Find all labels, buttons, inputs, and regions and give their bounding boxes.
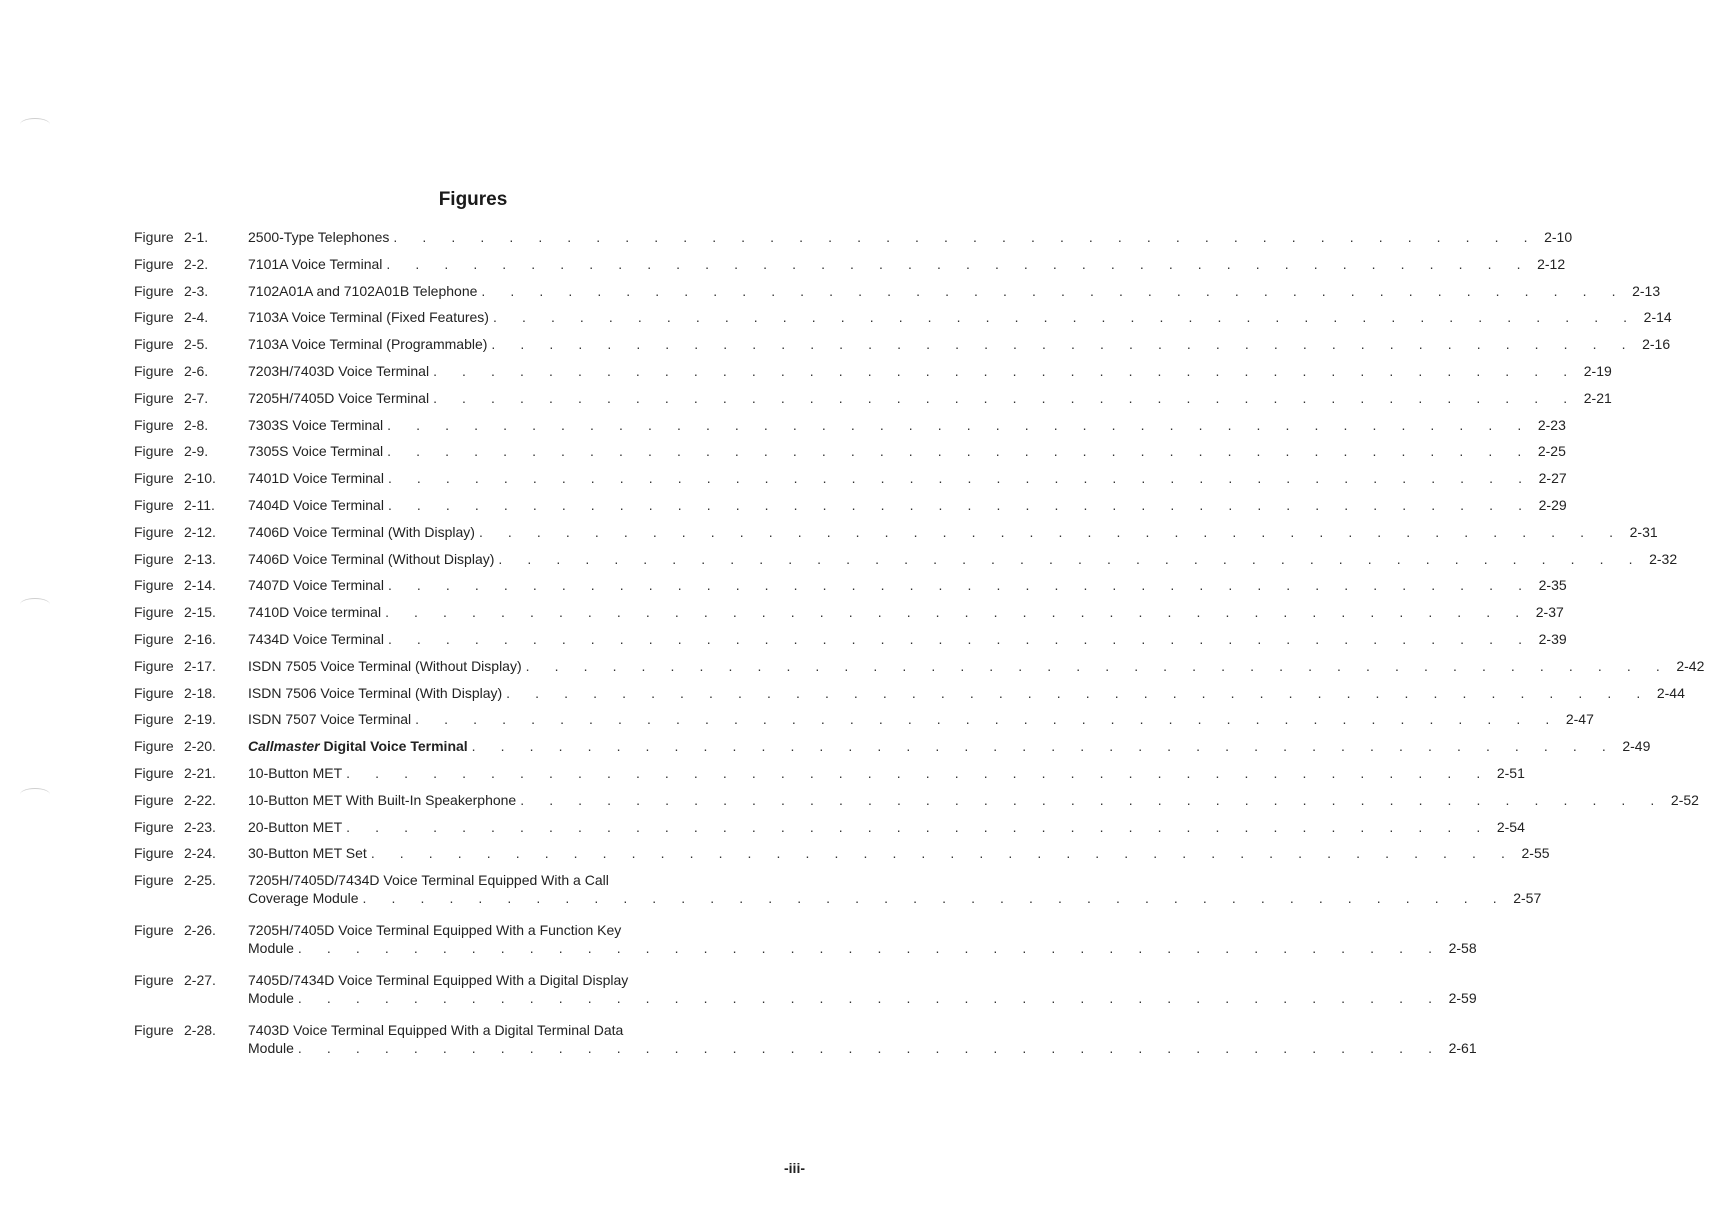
dot-leader: . . . . . . . . . . . . . . . . . . . . . . . . . . . . . . . . . . . . . . . .: [520, 791, 1665, 808]
figure-number: 2-24.: [184, 845, 216, 862]
dot-leader: . . . . . . . . . . . . . . . . . . . . . . . . . . . . . . . . . . . . . . . .: [297, 1040, 1443, 1057]
figure-number: 2-11.: [184, 496, 215, 513]
figure-number: 2-13.: [184, 550, 216, 567]
figure-entry[interactable]: [134, 442, 1566, 469]
dot-leader: . . . . . . . . . . . . . . . . . . . . . . . . . . . . . . . . . . . . . . . .: [393, 229, 1539, 245]
dot-leader: . . . . . . . . . . . . . . . . . . . . . . . . . . . . . . . . . . . . . . . .: [415, 711, 1560, 728]
figure-title: 7305S Voice Terminal: [248, 443, 384, 460]
figure-word: Figure: [134, 336, 174, 353]
figure-label: [134, 871, 248, 889]
figure-entry[interactable]: [134, 684, 1685, 711]
figure-entry[interactable]: [134, 818, 1525, 845]
figure-label: [134, 469, 248, 487]
dot-leader: . . . . . . . . . . . . . . . . . . . . . . . . . . . . . . . . . . . . . . . .: [385, 604, 1530, 621]
figure-word: Figure: [134, 416, 174, 433]
figure-title: 7434D Voice Terminal: [248, 630, 384, 647]
page-reference: 2-44: [1656, 684, 1685, 701]
dot-leader: . . . . . . . . . . . . . . . . . . . . . . . . . . . . . . . . . . . . . . . .: [386, 255, 1532, 272]
figure-word: Figure: [134, 845, 174, 862]
figure-title-rest: Digital Voice Terminal: [319, 738, 468, 755]
page-reference: 2-61: [1448, 1040, 1477, 1057]
figure-word: Figure: [134, 791, 174, 808]
figure-label: [134, 255, 248, 273]
figure-word: Figure: [134, 630, 174, 647]
figure-title: 2500-Type Telephones: [248, 229, 390, 245]
figure-word: Figure: [134, 496, 174, 513]
figure-entry[interactable]: [134, 844, 1550, 871]
dot-leader: . . . . . . . . . . . . . . . . . . . . . . . . . . . . . . . . . . . . . . . .: [506, 684, 1651, 701]
figure-title: 7401D Voice Terminal: [248, 470, 384, 487]
figure-title: 7102A01A and 7102A01B Telephone: [248, 282, 478, 299]
figure-number: 2-2.: [184, 255, 209, 272]
figure-label: [134, 921, 248, 939]
figure-title: 10-Button MET With Built-In Speakerphone: [248, 791, 517, 808]
figure-label: [134, 442, 248, 460]
figure-entry[interactable]: [134, 921, 1477, 969]
figure-entry[interactable]: [134, 1021, 1477, 1069]
figure-entry[interactable]: [134, 416, 1566, 443]
dot-leader: . . . . . . . . . . . . . . . . . . . . . . . . . . . . . . . . . . . . . . . .: [471, 738, 1617, 755]
figure-title-line1: 7403D Voice Terminal Equipped With a Digital Terminal Data: [248, 1022, 624, 1039]
page-reference: 2-10: [1544, 229, 1573, 245]
page-reference: 2-51: [1496, 764, 1525, 781]
page-reference: 2-35: [1538, 577, 1567, 594]
page-reference: 2-52: [1670, 791, 1699, 808]
figure-title: 7103A Voice Terminal (Fixed Features): [248, 309, 489, 326]
figure-number: 2-4.: [184, 309, 209, 326]
figure-number: 2-12.: [184, 523, 216, 540]
dot-leader: . . . . . . . . . . . . . . . . . . . . . . . . . . . . . . . . . . . . . . . .: [433, 362, 1578, 379]
figure-title: ISDN 7505 Voice Terminal (Without Display): [248, 657, 522, 674]
figure-number: 2-3.: [184, 282, 209, 299]
figure-label: [134, 282, 248, 300]
figure-word: Figure: [134, 711, 174, 728]
figure-label: [134, 496, 248, 514]
figure-label: [134, 308, 248, 326]
figure-word: Figure: [134, 872, 174, 889]
page-reference: 2-58: [1448, 940, 1477, 957]
figure-word: Figure: [134, 738, 174, 755]
figure-label: [134, 818, 248, 836]
figure-entry[interactable]: [134, 389, 1612, 416]
figure-word: Figure: [134, 577, 174, 594]
dot-leader: . . . . . . . . . . . . . . . . . . . . . . . . . . . . . . . . . . . . . . . .: [387, 443, 1532, 460]
dot-leader: . . . . . . . . . . . . . . . . . . . . . . . . . . . . . . . . . . . . . . . .: [387, 577, 1533, 594]
figure-title-line1: 7205H/7405D/7434D Voice Terminal Equipped With a Call: [248, 872, 609, 889]
figure-entry[interactable]: [134, 335, 1671, 362]
figure-word: Figure: [134, 922, 174, 939]
margin-mark: [20, 118, 50, 131]
figure-entry[interactable]: [134, 971, 1477, 1019]
figure-label: [134, 684, 248, 702]
figure-entry[interactable]: [134, 764, 1525, 791]
page-reference: 2-25: [1537, 443, 1566, 460]
dot-leader: . . . . . . . . . . . . . . . . . . . . . . . . . . . . . . . . . . . . . . . .: [492, 309, 1638, 326]
figure-word: Figure: [134, 309, 174, 326]
figure-title-line2: Module: [248, 1040, 294, 1057]
figure-number: 2-1.: [184, 229, 209, 245]
page-reference: 2-37: [1535, 604, 1564, 621]
figure-entry[interactable]: [134, 576, 1567, 603]
figure-number: 2-18.: [184, 684, 216, 701]
figure-word: Figure: [134, 684, 174, 701]
figure-title: 7205H/7405D Voice Terminal: [248, 389, 430, 406]
page-reference: 2-42: [1676, 657, 1705, 674]
figure-word: Figure: [134, 443, 174, 460]
page-reference: 2-21: [1583, 389, 1612, 406]
figure-label: [134, 1021, 248, 1039]
figure-word: Figure: [134, 764, 174, 781]
figure-word: Figure: [134, 362, 174, 379]
figure-label: [134, 791, 248, 809]
figure-entry[interactable]: [134, 550, 1678, 577]
page-reference: 2-16: [1642, 336, 1671, 353]
figure-number: 2-15.: [184, 604, 216, 621]
figure-title: 7407D Voice Terminal: [248, 577, 384, 594]
dot-leader: . . . . . . . . . . . . . . . . . . . . . . . . . . . . . . . . . . . . . . . .: [478, 523, 1624, 540]
figures-list: [134, 228, 1705, 1071]
dot-leader: . . . . . . . . . . . . . . . . . . . . . . . . . . . . . . . . . . . . . . . .: [387, 496, 1533, 513]
figure-label: [134, 576, 248, 594]
figure-label: [134, 335, 248, 353]
page-reference: 2-27: [1538, 470, 1567, 487]
figure-entry[interactable]: [134, 255, 1566, 282]
figure-word: Figure: [134, 282, 174, 299]
page-number: -iii-: [784, 1160, 805, 1176]
figure-number: 2-14.: [184, 577, 216, 594]
dot-leader: . . . . . . . . . . . . . . . . . . . . . . . . . . . . . . . . . . . . . . . .: [370, 845, 1516, 862]
figure-entry[interactable]: [134, 603, 1564, 630]
dot-leader: . . . . . . . . . . . . . . . . . . . . . . . . . . . . . . . . . . . . . . . .: [297, 990, 1443, 1007]
figure-title: 7410D Voice terminal: [248, 604, 382, 621]
figure-label: [134, 844, 248, 862]
figure-label: [134, 550, 248, 568]
figure-number: 2-21.: [184, 764, 216, 781]
figure-title: ISDN 7506 Voice Terminal (With Display): [248, 684, 503, 701]
dot-leader: . . . . . . . . . . . . . . . . . . . . . . . . . . . . . . . . . . . . . . . .: [481, 282, 1627, 299]
figure-entry[interactable]: [134, 469, 1567, 496]
dot-leader: . . . . . . . . . . . . . . . . . . . . . . . . . . . . . . . . . . . . . . . .: [387, 470, 1533, 487]
page-reference: 2-19: [1583, 362, 1612, 379]
figure-word: Figure: [134, 470, 174, 487]
figure-number: 2-5.: [184, 336, 209, 353]
margin-mark: [20, 788, 50, 801]
figure-word: Figure: [134, 1022, 174, 1039]
figure-number: 2-28.: [184, 1022, 216, 1039]
figure-entry[interactable]: [134, 657, 1705, 684]
figure-number: 2-19.: [184, 711, 216, 728]
dot-leader: . . . . . . . . . . . . . . . . . . . . . . . . . . . . . . . . . . . . . . . .: [362, 890, 1508, 907]
figure-label: [134, 630, 248, 648]
dot-leader: . . . . . . . . . . . . . . . . . . . . . . . . . . . . . . . . . . . . . . . .: [346, 764, 1491, 781]
figure-word: Figure: [134, 523, 174, 540]
figure-entry[interactable]: [134, 791, 1699, 818]
figure-word: Figure: [134, 604, 174, 621]
figure-title: 10-Button MET: [248, 764, 343, 781]
figure-word: Figure: [134, 550, 174, 567]
figure-title-line2: Coverage Module: [248, 890, 359, 907]
page-reference: 2-12: [1537, 255, 1566, 272]
figure-title-line1: 7405D/7434D Voice Terminal Equipped With a Digital Display: [248, 972, 629, 989]
figure-title: 30-Button MET Set: [248, 845, 367, 862]
page-reference: 2-14: [1643, 309, 1672, 326]
page-reference: 2-57: [1513, 890, 1542, 907]
dot-leader: . . . . . . . . . . . . . . . . . . . . . . . . . . . . . . . . . . . . . . . .: [346, 818, 1491, 835]
figure-title: 7404D Voice Terminal: [248, 496, 384, 513]
figure-word: Figure: [134, 389, 174, 406]
figure-label: [134, 710, 248, 728]
figure-number: 2-27.: [184, 972, 216, 989]
dot-leader: . . . . . . . . . . . . . . . . . . . . . . . . . . . . . . . . . . . . . . . .: [387, 416, 1532, 433]
figure-label: [134, 523, 248, 541]
figure-title: ISDN 7507 Voice Terminal: [248, 711, 412, 728]
figure-label: [134, 416, 248, 434]
figure-number: 2-16.: [184, 630, 216, 647]
page-reference: 2-49: [1622, 738, 1651, 755]
figure-entry[interactable]: [134, 362, 1612, 389]
figure-title-line2: Module: [248, 940, 294, 957]
figure-number: 2-10.: [184, 470, 216, 487]
figure-title-line1: 7205H/7405D Voice Terminal Equipped With a Function Key: [248, 922, 622, 939]
figure-title-italic: Callmaster: [248, 738, 320, 755]
page-reference: 2-29: [1538, 496, 1567, 513]
figure-title: 7303S Voice Terminal: [248, 416, 384, 433]
figure-label: [134, 603, 248, 621]
figure-number: 2-25.: [184, 872, 216, 889]
figure-label: [134, 657, 248, 675]
figure-number: 2-17.: [184, 657, 216, 674]
page-reference: 2-23: [1537, 416, 1566, 433]
page-reference: 2-47: [1565, 711, 1594, 728]
figure-label: [134, 228, 248, 246]
page-reference: 2-55: [1521, 845, 1550, 862]
page-reference: 2-59: [1448, 990, 1477, 1007]
figure-number: 2-22.: [184, 791, 216, 808]
figure-word: Figure: [134, 818, 174, 835]
figure-entry[interactable]: [134, 228, 1573, 255]
figure-word: Figure: [134, 255, 174, 272]
dot-leader: . . . . . . . . . . . . . . . . . . . . . . . . . . . . . . . . . . . . . . . .: [491, 336, 1637, 353]
page-reference: 2-31: [1629, 523, 1658, 540]
figure-title: [248, 737, 472, 755]
dot-leader: . . . . . . . . . . . . . . . . . . . . . . . . . . . . . . . . . . . . . . . .: [297, 940, 1443, 957]
figure-number: 2-8.: [184, 416, 209, 433]
page-reference: 2-32: [1649, 550, 1678, 567]
figure-title: 7406D Voice Terminal (With Display): [248, 523, 475, 540]
figure-title: 20-Button MET: [248, 818, 343, 835]
figure-label: [134, 764, 248, 782]
figure-entry[interactable]: [134, 710, 1594, 737]
page-title: Figures: [438, 189, 508, 210]
figure-number: 2-20.: [184, 738, 216, 755]
figure-title: 7103A Voice Terminal (Programmable): [248, 336, 488, 353]
figure-title: 7101A Voice Terminal: [248, 255, 383, 272]
figure-number: 2-26.: [184, 922, 216, 939]
figure-label: [134, 971, 248, 989]
figure-number: 2-23.: [184, 818, 216, 835]
figure-entry[interactable]: [134, 282, 1661, 309]
figure-entry[interactable]: [134, 737, 1651, 764]
figure-entry[interactable]: [134, 496, 1567, 523]
figure-label: [134, 737, 248, 755]
page-reference: 2-13: [1632, 282, 1661, 299]
dot-leader: . . . . . . . . . . . . . . . . . . . . . . . . . . . . . . . . . . . . . . . .: [498, 550, 1644, 567]
figure-number: 2-6.: [184, 362, 209, 379]
figure-word: Figure: [134, 972, 174, 989]
figure-label: [134, 362, 248, 380]
figure-title: 7203H/7403D Voice Terminal: [248, 362, 430, 379]
dot-leader: . . . . . . . . . . . . . . . . . . . . . . . . . . . . . . . . . . . . . . . .: [387, 630, 1533, 647]
figure-entry[interactable]: [134, 523, 1658, 550]
figure-label: [134, 389, 248, 407]
margin-mark: [20, 598, 50, 611]
dot-leader: . . . . . . . . . . . . . . . . . . . . . . . . . . . . . . . . . . . . . . . .: [433, 389, 1578, 406]
figure-title: 7406D Voice Terminal (Without Display): [248, 550, 495, 567]
figure-word: Figure: [134, 657, 174, 674]
figure-entry[interactable]: [134, 308, 1672, 335]
figure-number: 2-7.: [184, 389, 209, 406]
figure-entry[interactable]: [134, 871, 1542, 919]
figure-number: 2-9.: [184, 443, 209, 460]
figure-title-line2: Module: [248, 990, 294, 1007]
page-reference: 2-39: [1538, 630, 1567, 647]
figure-word: Figure: [134, 229, 174, 245]
figure-entry[interactable]: [134, 630, 1567, 657]
page-reference: 2-54: [1496, 818, 1525, 835]
dot-leader: . . . . . . . . . . . . . . . . . . . . . . . . . . . . . . . . . . . . . . . .: [525, 657, 1671, 674]
